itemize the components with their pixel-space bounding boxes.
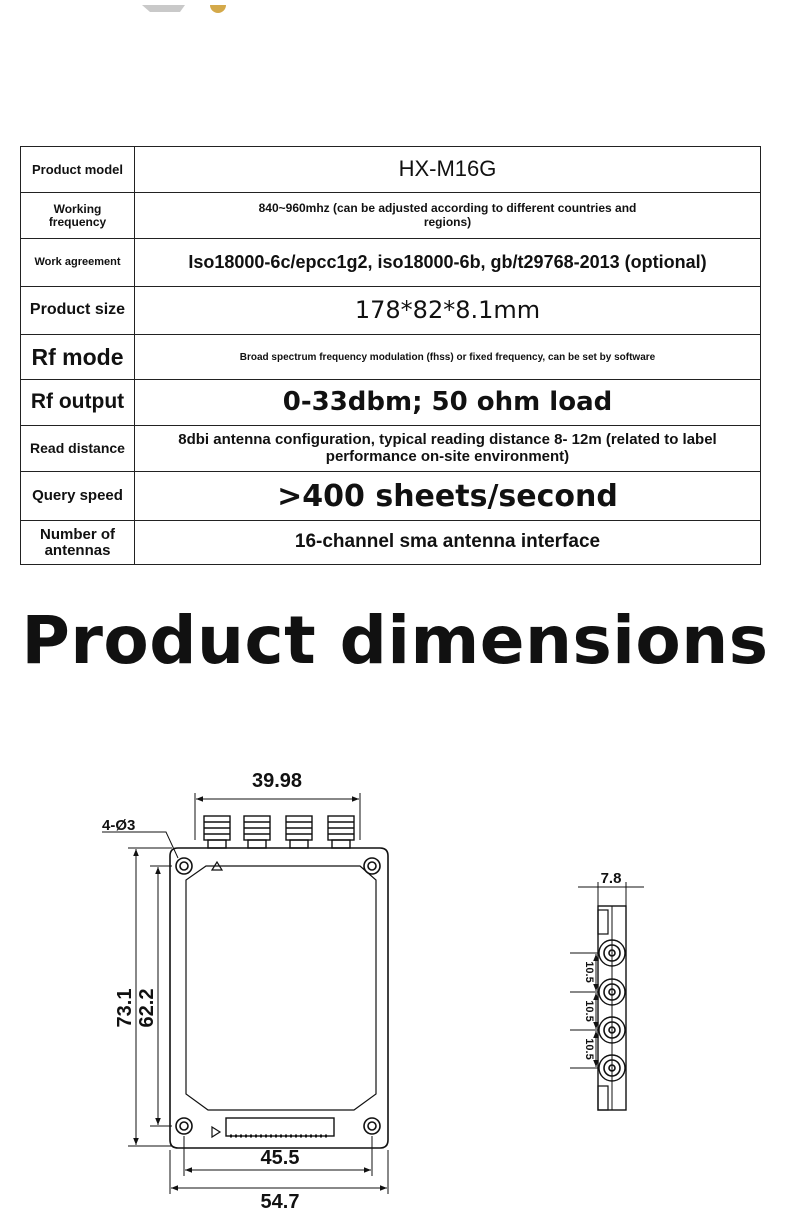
spec-row-rf-output <box>21 380 761 426</box>
spec-value: 178*82*8.1mm <box>135 287 761 335</box>
spec-label: Working frequency <box>21 193 135 239</box>
spec-row-frequency <box>21 193 761 239</box>
spec-value: 840~960mhz (can be adjusted according to different countries and regions) <box>135 193 761 239</box>
spec-label: Rf output <box>21 380 135 426</box>
spec-value: >400 sheets/second <box>135 472 761 521</box>
spec-label: Number of antennas <box>21 521 135 565</box>
spec-value: 0-33dbm; 50 ohm load <box>135 380 761 426</box>
spec-table <box>20 146 761 565</box>
spec-row-query-speed <box>21 472 761 521</box>
spec-row-rf-mode <box>21 335 761 380</box>
spec-row-read-distance <box>21 426 761 472</box>
dim-top-width: 39.98 <box>251 770 303 792</box>
spec-row-model <box>21 147 761 193</box>
spec-value: HX-M16G <box>135 147 761 193</box>
spec-label: Read distance <box>21 426 135 472</box>
dim-side-thickness: 7.8 <box>600 870 622 887</box>
spec-label: Work agreement <box>21 239 135 287</box>
dim-height-outer: 73.1 <box>114 988 136 1028</box>
spec-value: Iso18000-6c/epcc1g2, iso18000-6b, gb/t29768-2013 (optional) <box>135 239 761 287</box>
dim-pitch-1: 10.5 <box>583 961 595 983</box>
dim-pitch-2: 10.5 <box>583 1000 595 1022</box>
dim-bottom-outer: 54.7 <box>260 1191 300 1213</box>
spec-row-antennas <box>21 521 761 565</box>
dimension-drawing <box>0 740 790 1221</box>
spec-value: Broad spectrum frequency modulation (fhss) or fixed frequency, can be set by software <box>135 335 761 380</box>
spec-label: Product size <box>21 287 135 335</box>
spec-label: Query speed <box>21 472 135 521</box>
dim-pitch-3: 10.5 <box>583 1038 595 1060</box>
section-title: Product dimensions <box>21 602 769 679</box>
spec-value: 8dbi antenna configuration, typical reading distance 8- 12m (related to label performance on-site environment) <box>135 426 761 472</box>
spec-label: Product model <box>21 147 135 193</box>
dim-bottom-inner: 45.5 <box>260 1147 300 1169</box>
spec-value: 16-channel sma antenna interface <box>135 521 761 565</box>
spec-row-size <box>21 287 761 335</box>
dim-holes: 4-Ø3 <box>102 817 136 834</box>
spec-label: Rf mode <box>21 335 135 380</box>
spec-row-agreement <box>21 239 761 287</box>
product-image-fragment <box>140 0 250 8</box>
dim-height-inner: 62.2 <box>136 988 158 1028</box>
